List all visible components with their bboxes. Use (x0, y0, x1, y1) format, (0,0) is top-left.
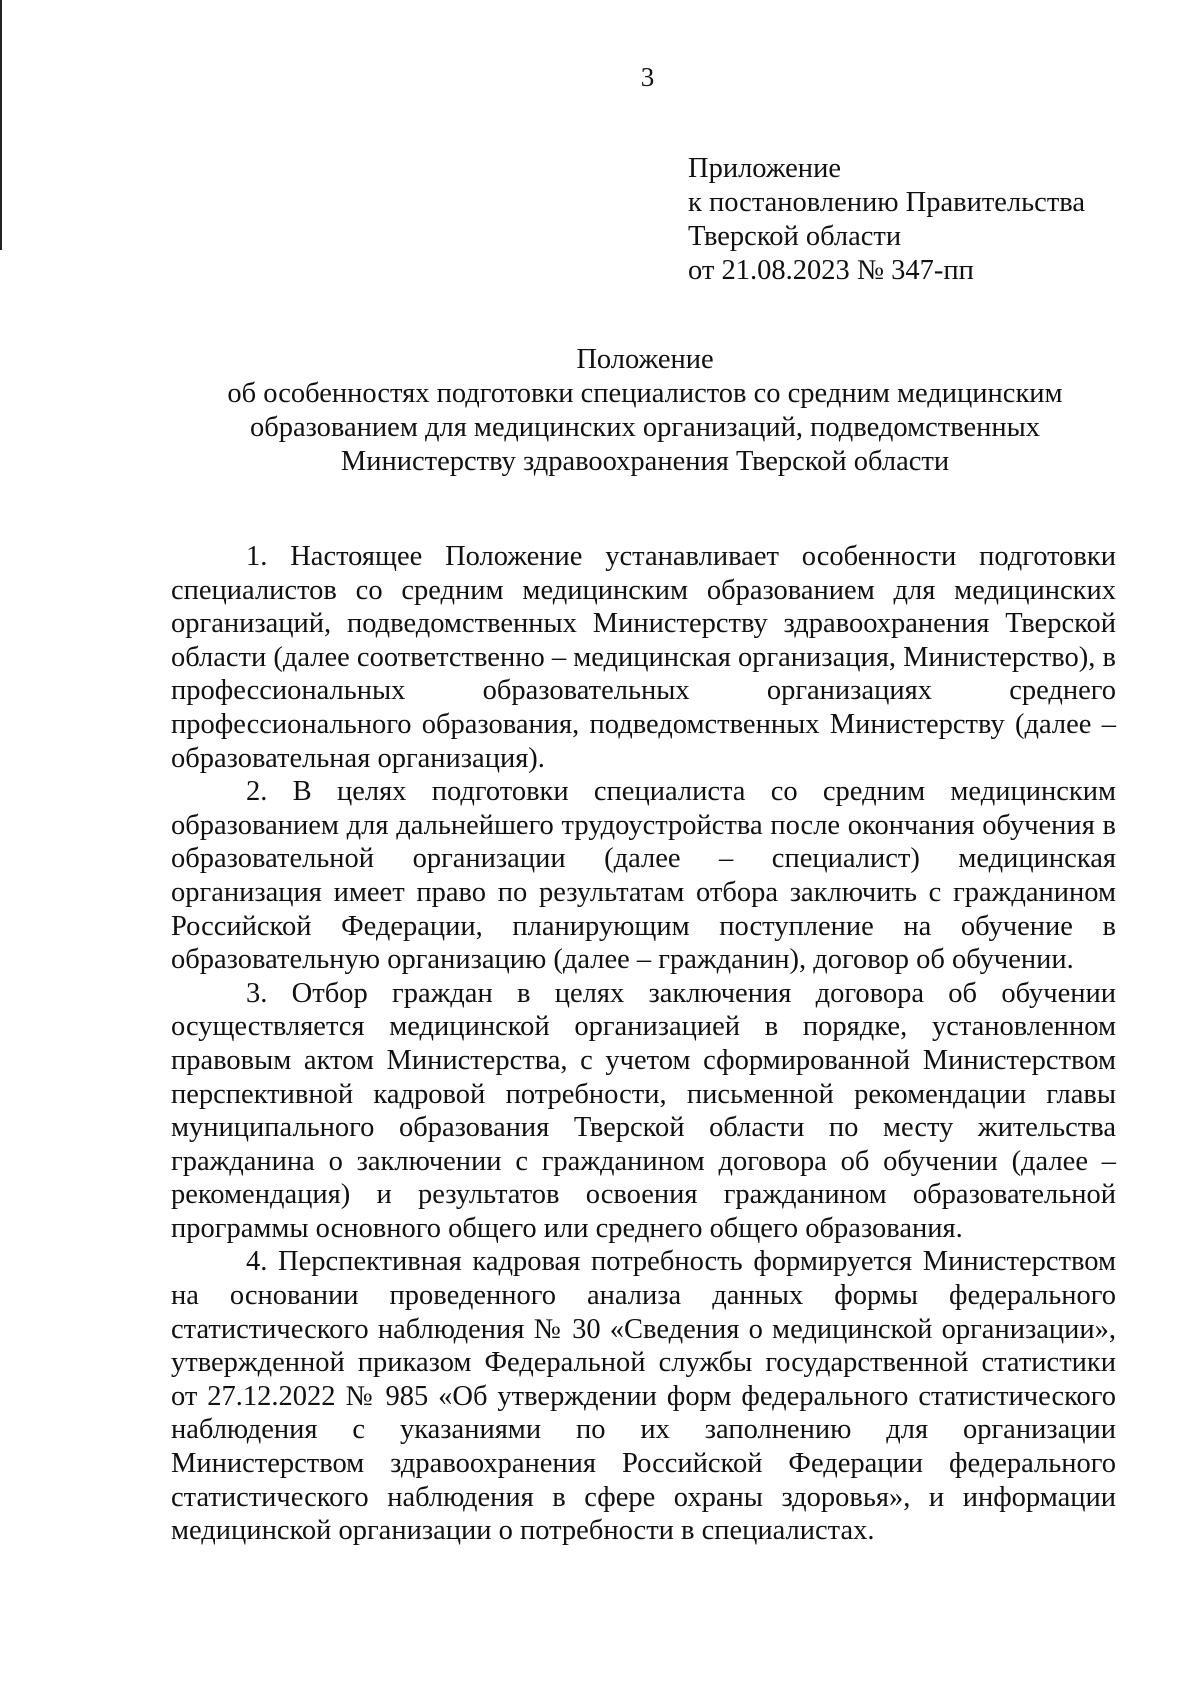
title-line: Министерству здравоохранения Тверской области (340, 446, 950, 477)
document-body (171, 540, 1116, 1548)
title-line: образованием для медицинских организаций, подведомственных (249, 412, 1041, 443)
title-line: об особенностях подготовки специалистов со средним медицинским (227, 378, 1063, 409)
title-line: Положение (576, 344, 714, 375)
appendix-line: к постановлению Правительства (688, 187, 1086, 218)
document-title (170, 343, 1120, 479)
appendix-line: Тверской области (688, 221, 902, 252)
paragraph-3: 3. Отбор граждан в целях заключения договора об обучении осуществляется медицинской организацией в порядке, установленном правовым актом Министерства, с учетом сформированной Министерством перспективной кадровой потребности, письменной рекомендации главы муниципального образования Тверской области по месту жительства гражданина о заключении с гражданином договора об обучении (далее – рекомендация) и результатов освоения гражданином образовательной программы основного общего или среднего общего образования. (171, 977, 1116, 1244)
appendix-line: от 21.08.2023 № 347-пп (688, 255, 974, 286)
appendix-line: Приложение (688, 153, 841, 184)
paragraph-1: 1. Настоящее Положение устанавливает особенности подготовки специалистов со средним медицинским образованием для медицинских организаций, подведомственных Министерству здравоохранения Тверской области (далее соответственно – медицинская организация, Министерство), в профессиональных образовательных организациях среднего профессионального образования, подведомственных Министерству (далее – образовательная организация). (171, 541, 1116, 774)
page-number: 3 (640, 62, 655, 92)
scan-edge-line (0, 0, 2, 250)
paragraph-2: 2. В целях подготовки специалиста со средним медицинским образованием для дальнейшего трудоустройства после окончания обучения в образовательной организации (далее – специалист) медицинская организация имеет право по результатам отбора заключить с гражданином Российской Федерации, планирующим поступление на обучение в образовательную организацию (далее – гражданин), договор об обучении. (171, 776, 1116, 976)
paragraph-4: 4. Перспективная кадровая потребность формируется Министерством на основании проведенного анализа данных формы федерального статистического наблюдения № 30 «Сведения о медицинской организации», утвержденной приказом Федеральной службы государственной статистики от 27.12.2022 № 985 «Об утверждении форм федерального статистического наблюдения с указаниями по их заполнению для организации Министерством здравоохранения Российской Федерации федерального статистического наблюдения в сфере охраны здоровья», и информации медицинской организации о потребности в специалистах. (171, 1246, 1116, 1547)
appendix-header (688, 152, 1085, 288)
